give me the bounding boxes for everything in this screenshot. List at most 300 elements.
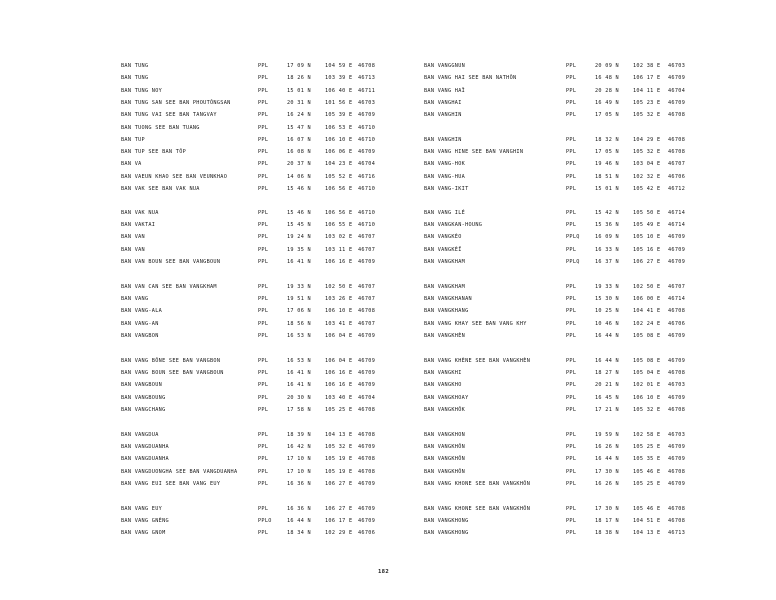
entry-name: BAN VANG HINE SEE BAN VANGHIN	[424, 149, 524, 155]
entry-lon: 106 10 E	[325, 308, 353, 314]
entry-dsg: PPL	[258, 149, 269, 155]
entry-name: BAN VANGKHAM	[424, 284, 466, 290]
entry-name: BAN VANGKHANAN	[424, 296, 472, 302]
entry-name: BAN VAK SEE BAN VAK NUA	[121, 186, 200, 192]
entry-name: BAN VANGKHONG	[424, 530, 469, 536]
entry-lat: 18 32 N	[595, 137, 619, 143]
entry-dsg: PPL	[566, 469, 577, 475]
entry-name: BAN VANG-HUA	[424, 174, 466, 180]
entry-code: 46708	[668, 149, 686, 155]
entry-lon: 106 27 E	[325, 506, 353, 512]
entry-name: BAN VANGGNUN	[424, 63, 466, 69]
entry-lon: 105 52 E	[325, 174, 353, 180]
entry-lon: 105 35 E	[633, 456, 661, 462]
entry-code: 46703	[668, 63, 686, 69]
entry-name: BAN VANG GNÈNG	[121, 518, 169, 524]
entry-lon: 105 19 E	[325, 469, 353, 475]
entry-lon: 106 56 E	[325, 210, 353, 216]
entry-code: 46709	[358, 370, 376, 376]
entry-name: BAN VANGKHAM	[424, 259, 466, 265]
entry-code: 46708	[668, 407, 686, 413]
entry-lat: 20 37 N	[287, 161, 311, 167]
entry-lon: 105 10 E	[633, 234, 661, 240]
entry-lat: 16 41 N	[287, 370, 311, 376]
entry-lon: 106 27 E	[325, 481, 353, 487]
entry-lat: 15 46 N	[287, 210, 311, 216]
entry-dsg: PPL	[258, 125, 269, 131]
entry-name: BAN VANG EUY	[121, 506, 163, 512]
entry-lon: 106 16 E	[325, 370, 353, 376]
entry-lon: 106 40 E	[325, 88, 353, 94]
entry-lon: 105 08 E	[633, 358, 661, 364]
entry-lon: 105 04 E	[633, 370, 661, 376]
entry-lat: 18 38 N	[595, 530, 619, 536]
entry-name: BAN VAN BOUN SEE BAN VANGBOUN	[121, 259, 221, 265]
entry-lat: 19 59 N	[595, 432, 619, 438]
entry-code: 46709	[668, 259, 686, 265]
entry-lon: 106 16 E	[325, 382, 353, 388]
entry-dsg: PPL	[566, 358, 577, 364]
entry-dsg: PPL	[258, 63, 269, 69]
entry-name: BAN VANGHIN	[424, 112, 462, 118]
entry-name: BAN VANGBON	[121, 333, 159, 339]
entry-code: 46708	[668, 308, 686, 314]
entry-dsg: PPL	[258, 382, 269, 388]
entry-lat: 17 05 N	[595, 112, 619, 118]
entry-name: BAN TUP	[121, 137, 145, 143]
entry-code: 46714	[668, 296, 686, 302]
entry-code: 46710	[358, 125, 376, 131]
entry-code: 46708	[358, 432, 376, 438]
entry-name: BAN TUP SEE BAN TÔP	[121, 149, 187, 155]
entry-lat: 15 42 N	[595, 210, 619, 216]
entry-lat: 15 01 N	[287, 88, 311, 94]
entry-name: BAN VANG-HOK	[424, 161, 466, 167]
entry-lon: 102 01 E	[633, 382, 661, 388]
entry-name: BAN VANG KHONE SEE BAN VANGKHÔN	[424, 506, 531, 512]
entry-name: BAN VANGKAN-HOUNG	[424, 222, 483, 228]
entry-name: BAN VANG KHÈNE SEE BAN VANGKHÈN	[424, 358, 531, 364]
entry-dsg: PPL	[566, 370, 577, 376]
entry-name: BAN VANGDUANHA	[121, 456, 169, 462]
entry-lon: 104 59 E	[325, 63, 353, 69]
entry-lat: 16 36 N	[287, 481, 311, 487]
entry-code: 46703	[668, 382, 686, 388]
entry-dsg: PPL	[258, 407, 269, 413]
entry-dsg: PPL	[258, 370, 269, 376]
entry-name: BAN VANGDUA	[121, 432, 159, 438]
entry-lon: 106 04 E	[325, 333, 353, 339]
entry-lat: 16 41 N	[287, 259, 311, 265]
entry-code: 46708	[668, 469, 686, 475]
entry-code: 46704	[358, 395, 376, 401]
entry-lon: 106 27 E	[633, 259, 661, 265]
entry-lat: 17 30 N	[595, 506, 619, 512]
entry-lon: 106 10 E	[633, 395, 661, 401]
entry-dsg: PPL	[566, 518, 577, 524]
entry-dsg: PPL	[258, 137, 269, 143]
entry-lon: 102 50 E	[633, 284, 661, 290]
entry-dsg: PPL	[566, 456, 577, 462]
entry-code: 46708	[358, 308, 376, 314]
entry-code: 46708	[358, 407, 376, 413]
entry-dsg: PPL	[258, 222, 269, 228]
entry-dsg: PPL	[566, 186, 577, 192]
entry-code: 46710	[358, 137, 376, 143]
entry-name: BAN VAEUN KHAO SEE BAN VEUNKHAO	[121, 174, 228, 180]
entry-name: BAN TUNG VAI SEE BAN TANGVAY	[121, 112, 217, 118]
entry-code: 46703	[358, 100, 376, 106]
entry-lat: 10 25 N	[595, 308, 619, 314]
entry-code: 46707	[358, 284, 376, 290]
entry-lat: 16 33 N	[595, 247, 619, 253]
entry-lat: 19 24 N	[287, 234, 311, 240]
entry-lon: 106 17 E	[633, 75, 661, 81]
entry-dsg: PPL	[258, 234, 269, 240]
entry-lat: 16 44 N	[595, 456, 619, 462]
entry-name: BAN VANGBOUNG	[121, 395, 166, 401]
entry-dsg: PPL	[566, 112, 577, 118]
entry-code: 46709	[358, 382, 376, 388]
entry-lat: 20 28 N	[595, 88, 619, 94]
entry-code: 46707	[358, 296, 376, 302]
entry-code: 46716	[358, 174, 376, 180]
entry-dsg: PPL	[566, 88, 577, 94]
entry-dsg: PPL	[566, 530, 577, 536]
entry-name: BAN VANG-AN	[121, 321, 159, 327]
entry-code: 46703	[668, 432, 686, 438]
entry-code: 46709	[358, 506, 376, 512]
entry-dsg: PPL	[566, 222, 577, 228]
entry-dsg: PPL	[258, 456, 269, 462]
entry-code: 46706	[668, 321, 686, 327]
entry-dsg: PPL	[566, 63, 577, 69]
entry-lon: 105 32 E	[633, 407, 661, 413]
entry-lon: 106 56 E	[325, 186, 353, 192]
entry-lat: 16 09 N	[595, 234, 619, 240]
entry-name: BAN VANGHAI	[424, 100, 462, 106]
entry-code: 46710	[358, 186, 376, 192]
entry-dsg: PPLQ	[566, 234, 580, 240]
entry-name: BAN VANG GNOM	[121, 530, 166, 536]
entry-lon: 102 38 E	[633, 63, 661, 69]
entry-lat: 17 05 N	[595, 149, 619, 155]
entry-name: BAN VANGKÈO	[424, 234, 462, 240]
entry-name: BAN VAK NUA	[121, 210, 159, 216]
entry-lat: 16 37 N	[595, 259, 619, 265]
entry-lon: 101 56 E	[325, 100, 353, 106]
entry-lon: 104 29 E	[633, 137, 661, 143]
entry-name: BAN VANGHIN	[424, 137, 462, 143]
entry-name: BAN TUNG NOY	[121, 88, 163, 94]
entry-dsg: PPL	[258, 506, 269, 512]
entry-code: 46707	[668, 161, 686, 167]
entry-dsg: PPL	[566, 481, 577, 487]
entry-lon: 102 50 E	[325, 284, 353, 290]
entry-lon: 106 04 E	[325, 358, 353, 364]
entry-lon: 103 26 E	[325, 296, 353, 302]
entry-name: BAN VANG ILÉ	[424, 210, 466, 216]
entry-dsg: PPL	[566, 432, 577, 438]
entry-code: 46708	[668, 518, 686, 524]
page-number: 182	[378, 569, 390, 575]
entry-dsg: PPL	[258, 174, 269, 180]
entry-dsg: PPL	[566, 100, 577, 106]
entry-dsg: PPLO	[258, 518, 272, 524]
entry-code: 46709	[358, 358, 376, 364]
entry-dsg: PPL	[566, 137, 577, 143]
entry-lat: 10 46 N	[595, 321, 619, 327]
entry-lon: 105 32 E	[633, 149, 661, 155]
entry-lat: 19 51 N	[287, 296, 311, 302]
entry-lon: 106 00 E	[633, 296, 661, 302]
entry-lon: 106 06 E	[325, 149, 353, 155]
entry-lat: 16 53 N	[287, 358, 311, 364]
entry-lat: 17 21 N	[595, 407, 619, 413]
entry-name: BAN VANG BOUN SEE BAN VANGBOUN	[121, 370, 224, 376]
entry-dsg: PPL	[258, 333, 269, 339]
entry-code: 46711	[358, 88, 376, 94]
entry-code: 46712	[668, 186, 686, 192]
entry-dsg: PPL	[258, 210, 269, 216]
entry-lon: 105 50 E	[633, 210, 661, 216]
entry-code: 46709	[668, 456, 686, 462]
entry-name: BAN VANGKHON	[424, 432, 466, 438]
entry-code: 46709	[668, 395, 686, 401]
entry-dsg: PPL	[258, 284, 269, 290]
entry-name: BAN VANGKHO	[424, 382, 462, 388]
entry-lat: 16 26 N	[595, 444, 619, 450]
entry-name: BAN VANGDUANHA	[121, 444, 169, 450]
entry-dsg: PPL	[258, 481, 269, 487]
entry-lon: 105 49 E	[633, 222, 661, 228]
entry-lon: 104 23 E	[325, 161, 353, 167]
entry-name: BAN VAN	[121, 234, 145, 240]
entry-code: 46709	[358, 518, 376, 524]
entry-lat: 20 09 N	[595, 63, 619, 69]
entry-lat: 18 51 N	[595, 174, 619, 180]
entry-dsg: PPL	[566, 321, 577, 327]
entry-name: BAN VANG BÔNE SEE BAN VANGBON	[121, 358, 221, 364]
entry-lon: 105 32 E	[633, 112, 661, 118]
entry-code: 46709	[358, 481, 376, 487]
entry-code: 46713	[358, 75, 376, 81]
entry-code: 46707	[358, 321, 376, 327]
entry-lat: 18 56 N	[287, 321, 311, 327]
entry-dsg: PPL	[566, 444, 577, 450]
entry-lon: 106 53 E	[325, 125, 353, 131]
entry-lat: 16 44 N	[595, 333, 619, 339]
entry-code: 46708	[358, 63, 376, 69]
entry-lat: 16 07 N	[287, 137, 311, 143]
entry-dsg: PPL	[566, 308, 577, 314]
entry-lon: 105 25 E	[325, 407, 353, 413]
entry-lat: 18 26 N	[287, 75, 311, 81]
entry-name: BAN VANGDUONGHA SEE BAN VANGDUANHA	[121, 469, 238, 475]
entry-name: BAN VANGKHANG	[424, 308, 469, 314]
entry-code: 46709	[358, 112, 376, 118]
entry-lat: 20 21 N	[595, 382, 619, 388]
entry-code: 46709	[668, 247, 686, 253]
entry-lat: 18 27 N	[595, 370, 619, 376]
entry-lon: 103 39 E	[325, 75, 353, 81]
entry-dsg: PPL	[566, 333, 577, 339]
entry-code: 46709	[668, 100, 686, 106]
entry-lat: 17 58 N	[287, 407, 311, 413]
entry-dsg: PPLQ	[566, 259, 580, 265]
entry-lon: 105 08 E	[633, 333, 661, 339]
entry-lat: 15 45 N	[287, 222, 311, 228]
entry-code: 46707	[358, 234, 376, 240]
entry-lon: 102 24 E	[633, 321, 661, 327]
entry-code: 46706	[668, 174, 686, 180]
entry-dsg: PPL	[258, 321, 269, 327]
entry-lat: 16 42 N	[287, 444, 311, 450]
entry-code: 46704	[358, 161, 376, 167]
entry-lat: 16 26 N	[595, 481, 619, 487]
entry-dsg: PPL	[258, 247, 269, 253]
entry-dsg: PPL	[258, 358, 269, 364]
entry-name: BAN VANGKHONG	[424, 518, 469, 524]
entry-name: BAN VANGKHÔN	[424, 444, 466, 450]
entry-lat: 16 08 N	[287, 149, 311, 155]
entry-code: 46709	[358, 259, 376, 265]
entry-code: 46708	[668, 137, 686, 143]
entry-name: BAN TUONG SEE BAN TUANG	[121, 125, 200, 131]
entry-dsg: PPL	[258, 112, 269, 118]
entry-dsg: PPL	[566, 382, 577, 388]
entry-lon: 105 25 E	[633, 444, 661, 450]
entry-dsg: PPL	[258, 469, 269, 475]
entry-dsg: PPL	[566, 75, 577, 81]
entry-dsg: PPL	[566, 174, 577, 180]
entry-dsg: PPL	[258, 308, 269, 314]
entry-dsg: PPL	[566, 210, 577, 216]
entry-name: BAN VANG HAÏ	[424, 88, 466, 94]
entry-lat: 16 45 N	[595, 395, 619, 401]
entry-code: 46709	[358, 149, 376, 155]
entry-lat: 17 10 N	[287, 456, 311, 462]
entry-lon: 105 46 E	[633, 506, 661, 512]
entry-dsg: PPL	[258, 432, 269, 438]
entry-dsg: PPL	[258, 100, 269, 106]
entry-lon: 104 13 E	[633, 530, 661, 536]
entry-name: BAN VANG-ALA	[121, 308, 163, 314]
entry-lat: 15 46 N	[287, 186, 311, 192]
entry-lon: 102 32 E	[633, 174, 661, 180]
entry-name: BAN VANG-IKIT	[424, 186, 469, 192]
entry-lat: 18 17 N	[595, 518, 619, 524]
entry-code: 46709	[668, 75, 686, 81]
entry-code: 46708	[358, 469, 376, 475]
entry-code: 46707	[668, 284, 686, 290]
entry-dsg: PPL	[258, 444, 269, 450]
entry-lat: 16 41 N	[287, 382, 311, 388]
entry-lon: 105 19 E	[325, 456, 353, 462]
entry-code: 46704	[668, 88, 686, 94]
entry-dsg: PPL	[258, 259, 269, 265]
entry-code: 46709	[358, 333, 376, 339]
entry-lon: 105 32 E	[325, 444, 353, 450]
entry-dsg: PPL	[566, 506, 577, 512]
entry-lon: 102 58 E	[633, 432, 661, 438]
entry-dsg: PPL	[258, 186, 269, 192]
entry-lat: 19 35 N	[287, 247, 311, 253]
entry-lon: 104 51 E	[633, 518, 661, 524]
entry-name: BAN VANGKHÈN	[424, 333, 466, 339]
entry-name: BAN VAKTAI	[121, 222, 156, 228]
entry-lat: 16 49 N	[595, 100, 619, 106]
entry-dsg: PPL	[566, 161, 577, 167]
entry-lon: 104 41 E	[633, 308, 661, 314]
entry-lon: 103 41 E	[325, 321, 353, 327]
entry-lat: 19 33 N	[595, 284, 619, 290]
entry-lat: 16 36 N	[287, 506, 311, 512]
entry-name: BAN VANG	[121, 296, 149, 302]
entry-name: BAN VANG KHAY SEE BAN VANG KHY	[424, 321, 527, 327]
entry-name: BAN VAN	[121, 247, 145, 253]
entry-name: BAN TUNG SAN SEE BAN PHOUTÔNGSAN	[121, 100, 231, 106]
entry-dsg: PPL	[566, 296, 577, 302]
entry-name: BAN VAN CAN SEE BAN VANGKHAM	[121, 284, 217, 290]
entry-dsg: PPL	[258, 296, 269, 302]
entry-name: BAN VANGKÈÏ	[424, 247, 462, 253]
entry-name: BAN VA	[121, 161, 142, 167]
entry-name: BAN VANG HAI SEE BAN NATHÔN	[424, 75, 517, 81]
entry-dsg: PPL	[258, 75, 269, 81]
entry-dsg: PPL	[258, 88, 269, 94]
entry-code: 46710	[358, 222, 376, 228]
entry-lon: 106 17 E	[325, 518, 353, 524]
entry-name: BAN VANGKHÔN	[424, 469, 466, 475]
entry-name: BAN VANGKHOAY	[424, 395, 469, 401]
entry-lon: 106 10 E	[325, 137, 353, 143]
entry-dsg: PPL	[258, 161, 269, 167]
entry-dsg: PPL	[566, 407, 577, 413]
entry-lat: 16 48 N	[595, 75, 619, 81]
entry-lon: 105 46 E	[633, 469, 661, 475]
entry-lat: 17 06 N	[287, 308, 311, 314]
entry-name: BAN TUNG	[121, 63, 149, 69]
entry-lat: 18 34 N	[287, 530, 311, 536]
entry-code: 46709	[358, 444, 376, 450]
entry-lon: 104 13 E	[325, 432, 353, 438]
entry-lon: 105 25 E	[633, 481, 661, 487]
entry-lon: 103 40 E	[325, 395, 353, 401]
entry-code: 46708	[668, 112, 686, 118]
entry-dsg: PPL	[566, 284, 577, 290]
entry-lon: 105 23 E	[633, 100, 661, 106]
entry-name: BAN VANGKHÔN	[424, 456, 466, 462]
entry-lat: 20 31 N	[287, 100, 311, 106]
entry-dsg: PPL	[566, 149, 577, 155]
entry-lat: 16 53 N	[287, 333, 311, 339]
entry-code: 46709	[668, 333, 686, 339]
entry-lat: 19 46 N	[595, 161, 619, 167]
entry-lat: 17 09 N	[287, 63, 311, 69]
entry-lat: 19 33 N	[287, 284, 311, 290]
entry-lat: 16 44 N	[595, 358, 619, 364]
entry-lon: 106 16 E	[325, 259, 353, 265]
entry-code: 46714	[668, 210, 686, 216]
entry-lat: 16 44 N	[287, 518, 311, 524]
entry-lat: 15 47 N	[287, 125, 311, 131]
entry-code: 46708	[358, 456, 376, 462]
entry-lat: 17 30 N	[595, 469, 619, 475]
entry-lon: 105 39 E	[325, 112, 353, 118]
entry-name: BAN VANGBOUN	[121, 382, 163, 388]
entry-lon: 103 02 E	[325, 234, 353, 240]
